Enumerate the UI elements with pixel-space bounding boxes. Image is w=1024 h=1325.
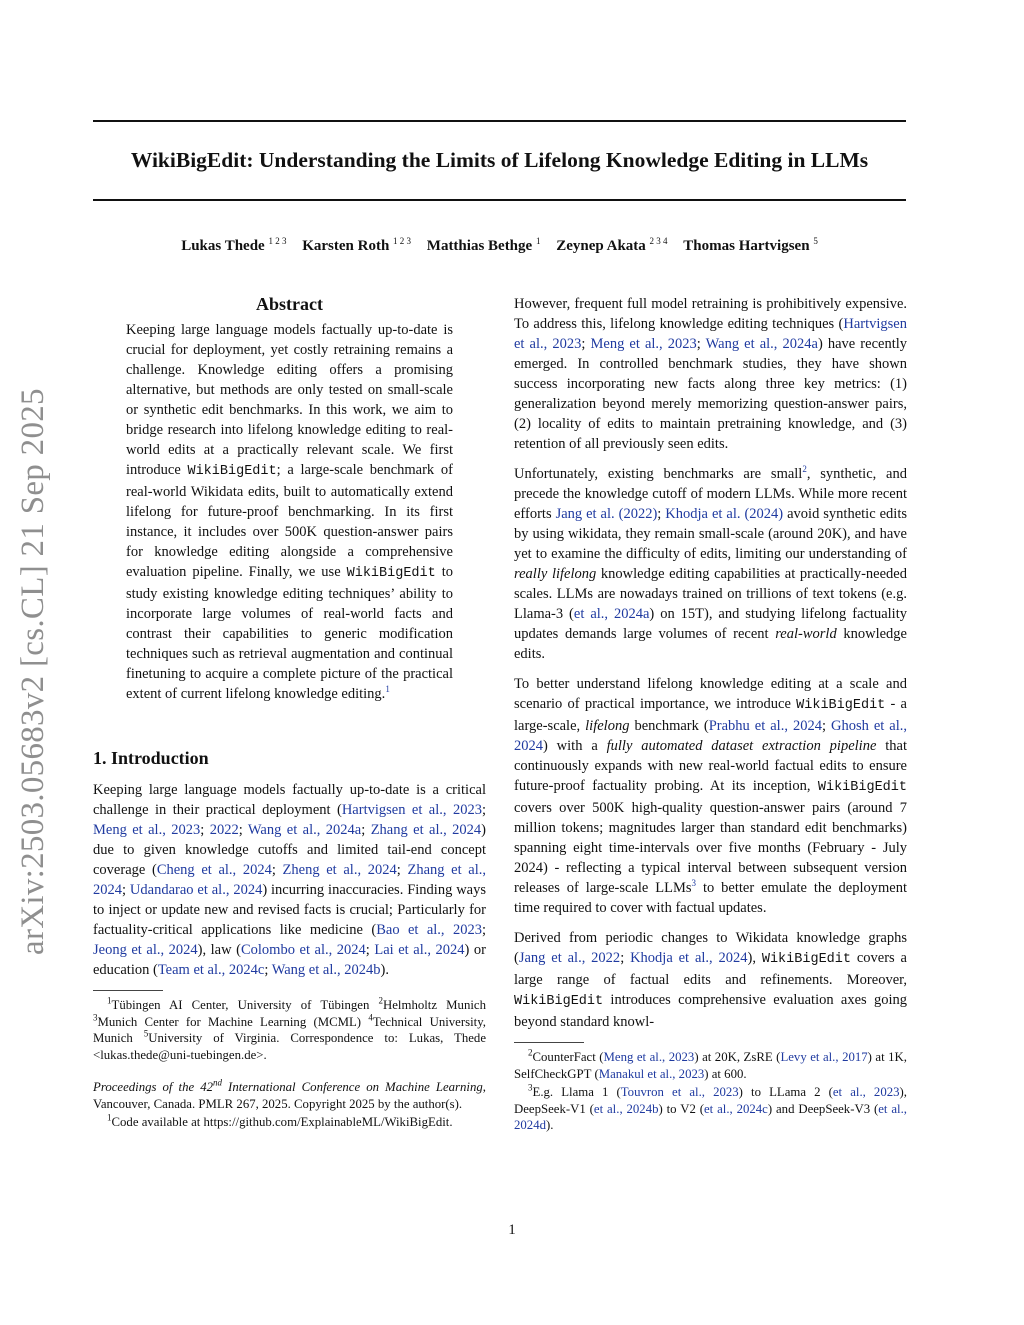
benchmark-name-code: WikiBigEdit: [796, 698, 886, 713]
citation-link[interactable]: Team et al., 2024c: [157, 962, 265, 978]
body-text: to better emulate the deployment time required to cover with factual updates.: [514, 880, 907, 916]
arxiv-identifier-stamp: arXiv:2503.05683v2 [cs.CL] 21 Sep 2025: [15, 388, 51, 955]
citation-link[interactable]: et al., 2024c: [703, 1101, 768, 1116]
separator: ;: [200, 822, 210, 838]
author: [181, 238, 286, 254]
emphasis-text: fully automated dataset extraction pipeline: [606, 738, 877, 754]
separator: ;: [271, 862, 283, 878]
citation-link[interactable]: Levy et al., 2017: [780, 1050, 868, 1064]
intro-paragraph-1: [93, 780, 486, 980]
footnote-text: ) at 600.: [704, 1066, 747, 1081]
body-text: that continuously expands with new real-world factual edits to ensure future-proof factuality probing. At its inception,: [514, 738, 907, 794]
title-bottom-rule: [93, 199, 906, 201]
citation-link[interactable]: Khodja et al. (2024): [665, 506, 784, 522]
section-heading-introduction: 1. Introduction: [93, 748, 209, 768]
right-column: [514, 294, 907, 1136]
body-text: avoid synthetic edits by using wikidata, they remain small-scale (around 20K), and have yet to examine the difficulty of edits, limiting our understanding of: [514, 506, 907, 562]
separator: ;: [657, 506, 666, 522]
author-list: [93, 236, 906, 256]
proceedings-venue: [93, 1077, 483, 1094]
citation-link[interactable]: Zhang et al., 2024: [370, 822, 482, 838]
citation-link[interactable]: Hartvigsen et al., 2023: [341, 802, 482, 818]
body-text: ),: [747, 950, 762, 966]
citation-link[interactable]: Wang et al., 2024b: [271, 962, 381, 978]
footnote-text: ) and DeepSeek-V3 (: [767, 1101, 879, 1116]
footnote-text: CounterFact (: [532, 1050, 604, 1064]
citation-link[interactable]: Zheng et al., 2024: [282, 862, 397, 878]
benchmark-name-code: WikiBigEdit: [514, 994, 604, 1009]
separator: ;: [122, 882, 130, 898]
footnote-rule: [93, 990, 163, 991]
footnote-text: ) at 1K, SelfCheckGPT (: [514, 1050, 907, 1081]
body-text: Derived from periodic changes to Wikidata knowledge graphs (: [514, 930, 907, 966]
affiliation-marker: 5: [143, 1028, 149, 1039]
separator: ;: [361, 822, 371, 838]
proceedings-ordinal: nd: [213, 1077, 223, 1088]
footnote-text: ), DeepSeek-V1 (: [514, 1085, 907, 1116]
author-name: Matthias Bethge: [426, 238, 533, 254]
author: [683, 238, 818, 254]
citation-link[interactable]: Bao et al., 2023: [376, 922, 482, 938]
author: [556, 238, 667, 254]
footnote-marker[interactable]: 1: [385, 684, 390, 695]
separator: ;: [620, 950, 631, 966]
proceedings-text: International Conference on Machine Learning: [222, 1080, 483, 1094]
footnote-text: Munich Center for Machine Learning (MCML): [97, 1014, 369, 1029]
citation-link[interactable]: Hartvigsen et al., 2023: [514, 316, 907, 352]
footnote-marker: 2: [528, 1047, 533, 1058]
citation-link[interactable]: et al., 2023: [832, 1085, 900, 1099]
separator: ;: [481, 802, 486, 818]
citation-link[interactable]: Wang et al., 2024a: [247, 822, 362, 838]
body-text: knowledge editing capabilities at practically-needed scales. LLMs are nowadays trained on trillions of text tokens (e.g. Llama-3 (: [514, 566, 907, 622]
intro-paragraph-3: [514, 464, 907, 664]
affiliations-footnote: [93, 997, 486, 1063]
citation-link[interactable]: Manakul et al., 2023: [598, 1066, 705, 1081]
author-affiliations: 5: [813, 236, 818, 246]
body-text: ) due to given knowledge cutoffs and limited tail-end concept coverage (: [93, 822, 486, 878]
footnote-text: Tübingen AI Center, University of Tübingen: [111, 998, 379, 1012]
citation-link[interactable]: Wang et al., 2024a: [705, 336, 818, 352]
author-name: Zeynep Akata: [556, 238, 646, 254]
proceedings-number: 42: [200, 1080, 214, 1094]
body-text: ) have recently emerged. In controlled benchmark studies, they have shown success incorporating new facts along three key metrics: (1) generalization beyond merely memorizing question-answer pairs, (2) locality of edits to maintain pretraining knowledge, and (3) retention of all previously seen edits.: [514, 336, 907, 452]
body-text: covers over 500K high-quality question-answer pairs (around 7 million tokens; magnitudes larger than standard edit benchmarks) spanning eight time-intervals over five months (February - July 2024) - reflecting a typical interval between subsequent version releases of large-scale LLMs: [514, 800, 907, 896]
body-text: ).: [380, 962, 389, 978]
footnote-text: E.g. Llama 1 (: [532, 1085, 621, 1099]
body-text: ) incurring inaccuracies. Finding ways to inject or update new and revised facts is crucial; Particularly for factuality-critical applications like medicine (: [93, 882, 486, 938]
affiliation-marker: 4: [368, 1012, 373, 1023]
body-text: ) on 15T), and studying lifelong factuality updates demands large volumes of recent: [514, 606, 907, 642]
citation-link[interactable]: Meng et al., 2023: [603, 1050, 695, 1064]
body-text: benchmark (: [629, 718, 709, 734]
separator: ;: [264, 962, 272, 978]
citation-link[interactable]: Lai et al., 2024: [374, 942, 465, 958]
benchmark-name-code: WikiBigEdit: [187, 464, 277, 479]
body-text: However, frequent full model retraining is prohibitively expensive. To address this, lifelong knowledge editing techniques (: [514, 296, 907, 332]
footnote-text: Technical University, Munich: [93, 1014, 486, 1045]
benchmark-name-code: WikiBigEdit: [817, 780, 907, 795]
abstract-text: Keeping large language models factually up-to-date is crucial for deployment, yet costly retraining remains a challenge. Knowledge editing offers a promising alternative, but methods are only tested on small-scale or synthetic edit benchmarks. In this work, we aim to bridge research into lifelong knowledge editing to real-world edits at a practically relevant scale. We first introduce: [126, 322, 453, 478]
separator: ;: [581, 336, 591, 352]
author-affiliations: 1 2 3: [393, 236, 412, 246]
author-name: Lukas Thede: [181, 238, 265, 254]
body-text: ), law (: [197, 942, 241, 958]
body-text: ) with a: [543, 738, 607, 754]
citation-link[interactable]: Touvron et al., 2023: [620, 1085, 739, 1099]
separator: ;: [238, 822, 248, 838]
citation-link[interactable]: Cheng et al., 2024: [156, 862, 272, 878]
top-rule: [93, 120, 906, 122]
abstract-heading: Abstract: [256, 294, 323, 314]
code-availability-text[interactable]: Code available at https://github.com/ExplainableML/WikiBigEdit.: [111, 1115, 453, 1129]
affiliation-marker: 2: [378, 995, 384, 1006]
footnote-marker: 3: [528, 1082, 533, 1093]
author: [302, 238, 411, 254]
body-text: To better understand lifelong knowledge editing at a scale and scenario of practical importance, we introduce: [514, 676, 907, 712]
citation-link[interactable]: Zhang et al., 2024: [93, 862, 487, 898]
proceedings-notice: [93, 1079, 486, 1112]
abstract-text: to study existing knowledge editing techniques’ ability to incorporate large volumes of real-world facts and contrast their capabilities to generic modification techniques such as retrieval augmentation and continual finetuning to acquire a complete picture of the practical extent of current lifelong knowledge editing.: [126, 564, 454, 702]
citation-link[interactable]: Jang et al. (2022): [555, 506, 658, 522]
body-text: Unfortunately, existing benchmarks are small: [514, 466, 803, 482]
author-affiliations: 1: [535, 236, 541, 246]
benchmark-name-code: WikiBigEdit: [761, 952, 851, 967]
footnote-text: ) to LLama 2 (: [738, 1085, 833, 1099]
abstract-body: [126, 320, 453, 704]
author-name: Thomas Hartvigsen: [683, 238, 810, 254]
intro-paragraph-4: [514, 674, 907, 918]
separator: ;: [481, 922, 486, 938]
footnote-2: [514, 1049, 907, 1082]
citation-link[interactable]: et al., 2024b: [593, 1101, 659, 1116]
footnote-marker[interactable]: 2: [802, 464, 807, 475]
footnote-rule: [514, 1042, 584, 1043]
separator: ;: [396, 862, 408, 878]
body-text: ) or education (: [93, 942, 486, 978]
citation-link[interactable]: Colombo et al., 2024: [240, 942, 366, 958]
citation-link[interactable]: et al., 2024a: [573, 606, 650, 622]
intro-paragraph-2: [514, 294, 907, 454]
body-text: covers a large range of factual edits and refinements. Moreover,: [514, 950, 907, 988]
citation-link[interactable]: Meng et al., 2023: [93, 822, 201, 838]
citation-link[interactable]: et al., 2024d: [514, 1101, 907, 1132]
abstract-text: ; a large-scale benchmark of real-world Wikidata edits, built to automatically extend lifelong for future-proof benchmarking. In its first instance, it includes over 500K question-answer pairs for knowledge editing alongside a comprehensive evaluation pipeline. Finally, we use: [126, 462, 453, 580]
citation-link[interactable]: 2022: [209, 822, 239, 838]
author-affiliations: 1 2 3: [268, 236, 287, 246]
citation-link[interactable]: Khodja et al., 2024: [630, 950, 748, 966]
page-number: 1: [508, 1222, 516, 1238]
body-text: Keeping large language models factually up-to-date is a critical challenge in their practical deployment (: [93, 782, 486, 818]
body-text: knowledge edits.: [514, 626, 907, 662]
separator: ;: [696, 336, 706, 352]
intro-paragraph-5: [514, 928, 907, 1032]
emphasis-text: real-world: [775, 626, 837, 642]
footnote-text: ) to V2 (: [658, 1101, 704, 1116]
proceedings-text: Proceedings of the: [93, 1080, 201, 1094]
separator: ;: [365, 942, 375, 958]
body-text: introduces comprehensive evaluation axes going beyond standard knowl-: [514, 992, 907, 1030]
citation-link[interactable]: Meng et al., 2023: [590, 336, 697, 352]
citation-link[interactable]: Jeong et al., 2024: [93, 942, 198, 958]
affiliation-marker: 1: [107, 995, 112, 1006]
footnote-text: University of Virginia. Correspondence to: Lukas, Thede <lukas.thede@uni-tuebingen.de>.: [93, 1031, 486, 1062]
footnote-marker[interactable]: 3: [691, 878, 697, 889]
footnote-text: Helmholtz Munich: [383, 998, 486, 1012]
body-text: , synthetic, and precede the knowledge cutoff of modern LLMs. While more recent efforts: [514, 466, 907, 522]
emphasis-text: lifelong: [585, 718, 630, 734]
citation-link[interactable]: Udandarao et al., 2024: [129, 882, 263, 898]
citation-link[interactable]: Prabhu et al., 2024: [708, 718, 822, 734]
affiliation-marker: 3: [93, 1012, 98, 1023]
footnote-text: ) at 20K, ZsRE (: [694, 1050, 781, 1064]
emphasis-text: really lifelong: [514, 566, 597, 582]
citation-link[interactable]: Jang et al., 2022: [518, 950, 621, 966]
left-column: [93, 292, 486, 1133]
footnote-3: [514, 1084, 907, 1134]
benchmark-name-code: WikiBigEdit: [346, 566, 436, 581]
separator: ;: [821, 718, 831, 734]
author: [427, 238, 541, 254]
paper-title: WikiBigEdit: Understanding the Limits of Lifelong Knowledge Editing in LLMs: [130, 148, 869, 172]
author-name: Karsten Roth: [302, 238, 390, 254]
footnote-text: ).: [546, 1118, 554, 1132]
code-footnote: [93, 1114, 486, 1131]
citation-link[interactable]: Ghosh et al., 2024: [514, 718, 908, 754]
proceedings-details: , Vancouver, Canada. PMLR 267, 2025. Copyright 2025 by the author(s).: [93, 1080, 486, 1111]
body-text: - a large-scale,: [514, 696, 907, 734]
footnote-marker: 1: [107, 1112, 112, 1123]
author-affiliations: 2 3 4: [649, 236, 668, 246]
